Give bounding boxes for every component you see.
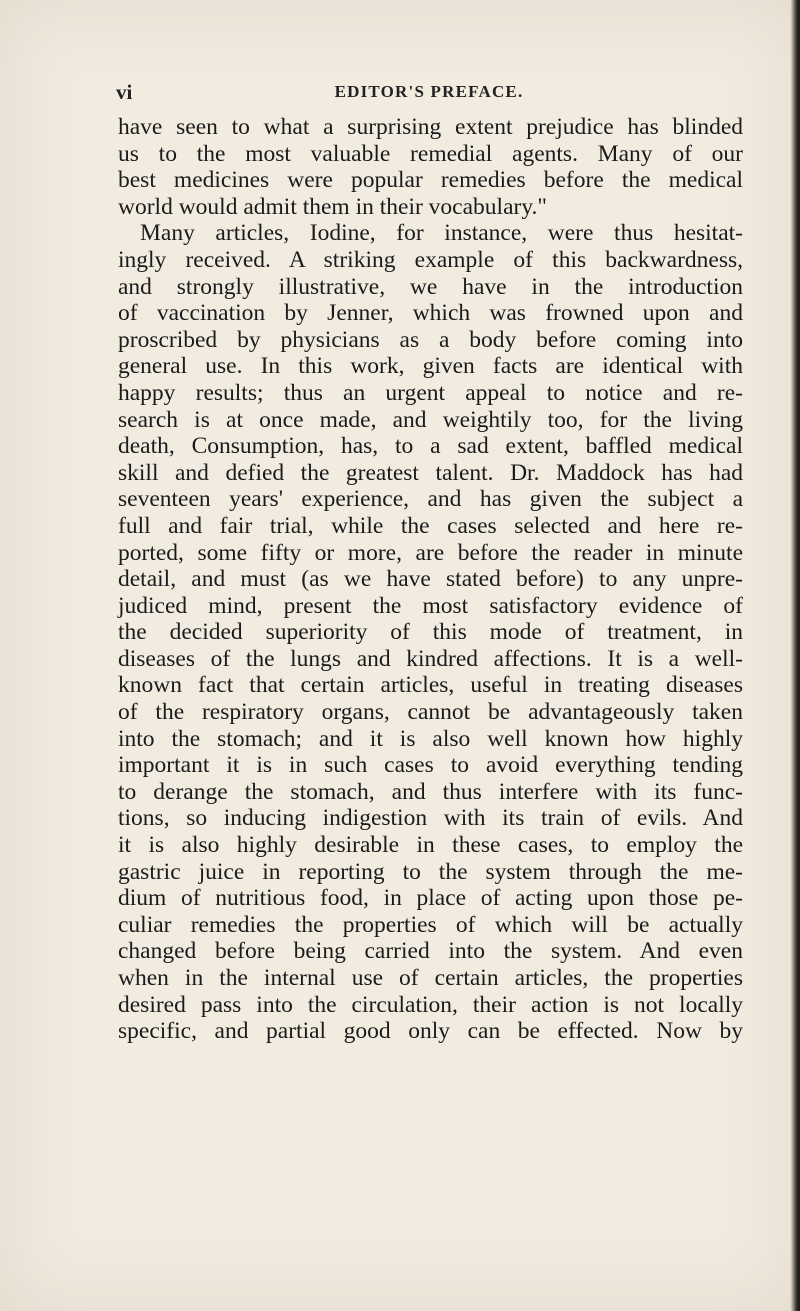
text-line: seventeen years' experience, and has given the subject a xyxy=(118,486,743,513)
text-line: death, Consumption, has, to a sad extent, baffled medical xyxy=(118,433,743,460)
text-line: diseases of the lungs and kindred affections. It is a well- xyxy=(118,645,743,672)
page-number: vi xyxy=(116,80,133,104)
text-line: of the respiratory organs, cannot be advantageously taken xyxy=(118,699,743,726)
text-line: gastric juice in reporting to the system through the me- xyxy=(118,858,743,885)
text-line: of vaccination by Jenner, which was frowned upon and xyxy=(118,300,743,327)
text-line: desired pass into the circulation, their action is not locally xyxy=(118,991,743,1018)
text-line: have seen to what a surprising extent prejudice has blinded xyxy=(118,114,743,140)
text-line: important it is in such cases to avoid everything tending xyxy=(118,752,743,779)
text-line: world would admit them in their vocabulary." xyxy=(118,193,548,220)
text-line: judiced mind, present the most satisfactory evidence of xyxy=(118,592,743,619)
text-line: us to the most valuable remedial agents. Many of our xyxy=(118,140,743,167)
text-line: tions, so inducing indigestion with its train of evils. And xyxy=(118,805,743,832)
text-line: proscribed by physicians as a body before coming into xyxy=(118,326,743,353)
text-line: known fact that certain articles, useful in treating diseases xyxy=(118,672,743,699)
text-line: into the stomach; and it is also well known how highly xyxy=(118,725,743,752)
preface-text xyxy=(118,114,743,1045)
text-line: to derange the stomach, and thus interfere with its func- xyxy=(118,778,743,805)
text-line: full and fair trial, while the cases selected and here re- xyxy=(118,512,743,539)
page-binding-edge xyxy=(790,0,800,1311)
text-line: ingly received. A striking example of this backwardness, xyxy=(118,246,743,273)
text-line: detail, and must (as we have stated before) to any unpre- xyxy=(118,566,743,593)
text-line: the decided superiority of this mode of treatment, in xyxy=(118,619,743,646)
text-line: general use. In this work, given facts are identical with xyxy=(118,353,743,380)
text-line: search is at once made, and weightily too, for the living xyxy=(118,406,743,433)
text-line: skill and defied the greatest talent. Dr. Maddock has had xyxy=(118,459,743,486)
text-line: happy results; thus an urgent appeal to notice and re- xyxy=(118,379,743,406)
text-line: and strongly illustrative, we have in the introduction xyxy=(118,273,743,300)
text-line: dium of nutritious food, in place of acting upon those pe- xyxy=(118,885,743,912)
page-header xyxy=(116,80,742,110)
text-line: ported, some fifty or more, are before the reader in minute xyxy=(118,539,743,566)
text-line: culiar remedies the properties of which will be actually xyxy=(118,911,743,938)
text-line: it is also highly desirable in these cases, to employ the xyxy=(118,832,743,859)
running-head: EDITOR'S PREFACE. xyxy=(334,82,524,101)
text-line: when in the internal use of certain articles, the properties xyxy=(118,965,743,991)
text-line: changed before being carried into the system. And even xyxy=(118,938,743,965)
text-line: best medicines were popular remedies before the medical xyxy=(118,167,743,194)
text-line: Many articles, Iodine, for instance, were thus hesitat- xyxy=(140,220,743,247)
text-line: specific, and partial good only can be effected. Now by xyxy=(118,1018,743,1045)
